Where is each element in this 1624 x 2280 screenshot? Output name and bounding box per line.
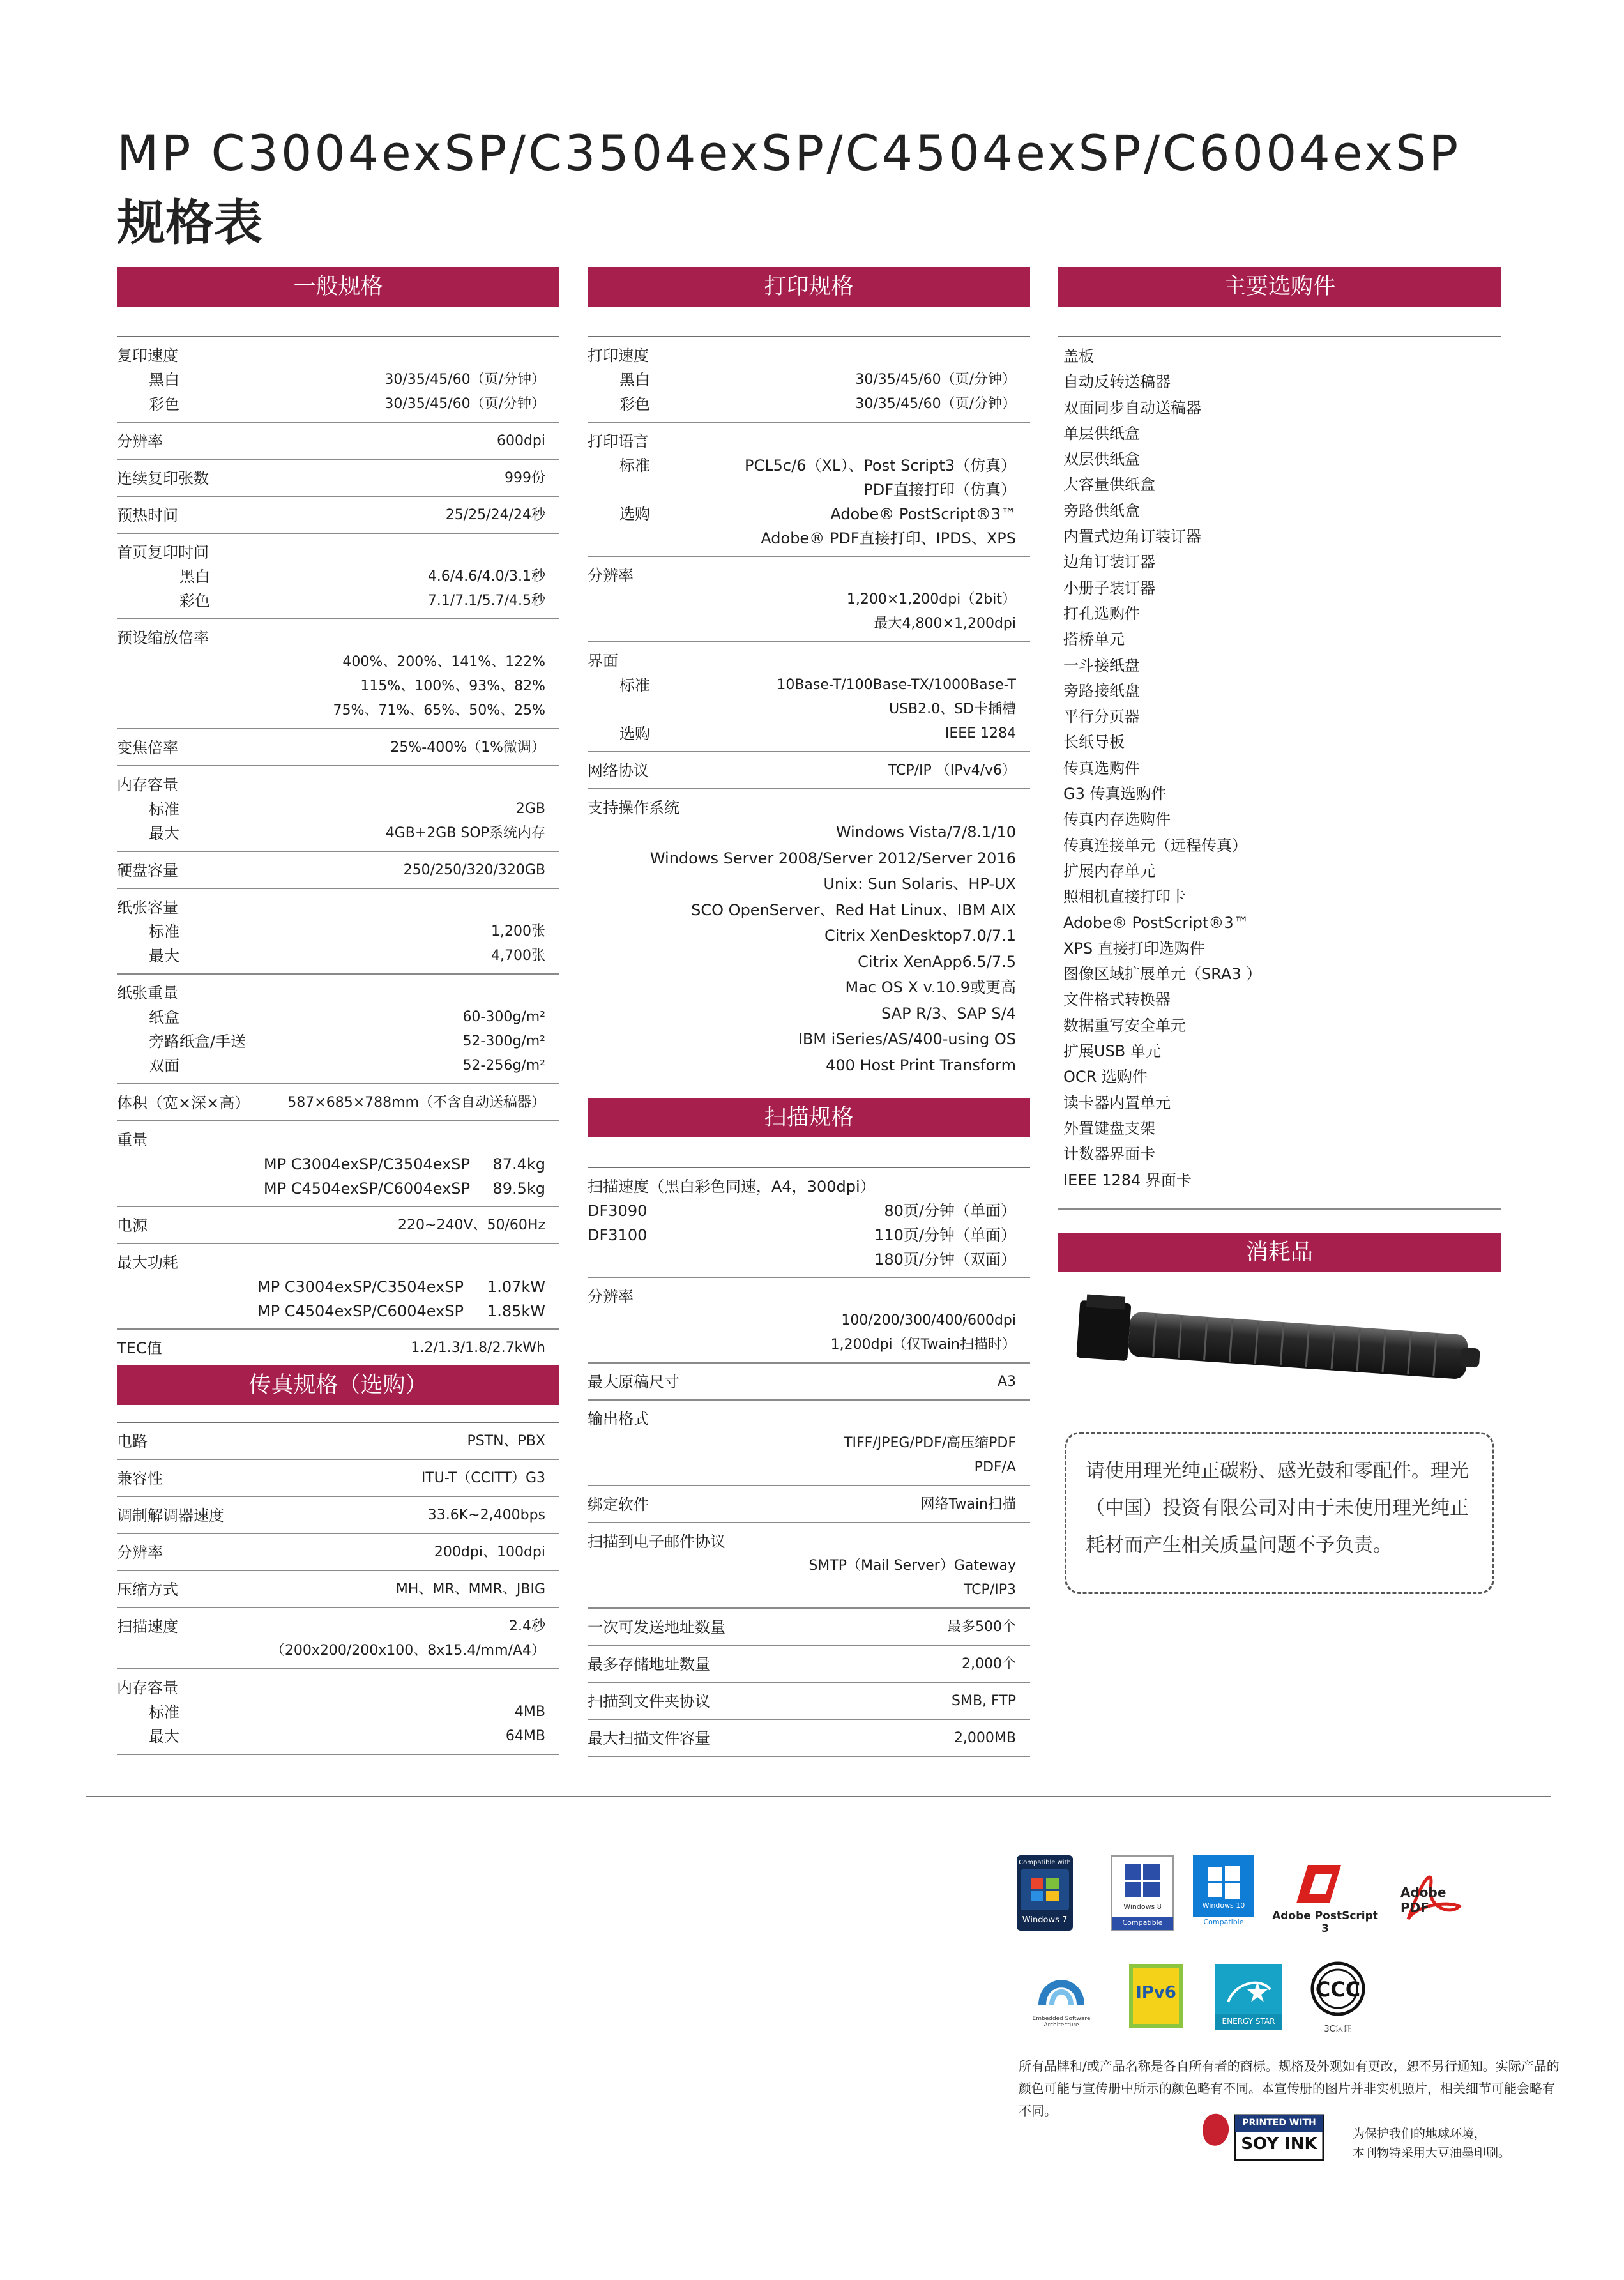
spec-label: TEC值 — [117, 1339, 162, 1357]
spec-label: 输出格式 — [588, 1410, 649, 1428]
option-item: 计数器界面卡 — [1063, 1145, 1155, 1164]
spec-value: 250/250/320/320GB — [403, 862, 545, 878]
spec-value: 最大4,800×1,200dpi — [874, 616, 1016, 632]
windows10-compatible-caption: Compatible — [1203, 1918, 1244, 1926]
adobe-pdf-logo — [1389, 1862, 1472, 1932]
os-item: IBM iSeries/AS/400-using OS — [798, 1030, 1016, 1048]
option-item: 内置式边角订装订器 — [1063, 528, 1201, 546]
option-item: 传真选购件 — [1063, 759, 1140, 777]
spec-sublabel: DF3100 — [588, 1226, 648, 1244]
scan-capacity — [588, 1720, 1030, 1757]
energy-star-caption: ENERGY STAR — [1222, 2017, 1275, 2026]
spec-label: 扫描速度（黑白彩色同速，A4，300dpi） — [588, 1178, 876, 1196]
spec-hdd — [117, 852, 559, 889]
spec-value: 30/35/45/60（页/分钟） — [855, 396, 1016, 412]
spec-value: SMB, FTP — [952, 1693, 1016, 1709]
windows10-caption: Windows 10 — [1202, 1901, 1245, 1910]
spec-value: PSTN、PBX — [467, 1433, 545, 1449]
adobe-pdf-caption: Adobe PDF — [1400, 1885, 1446, 1915]
spec-sublabel: 标准 — [149, 800, 179, 818]
spec-value: 2GB — [515, 801, 545, 817]
spec-sublabel: 最大 — [149, 947, 179, 965]
footer-divider — [86, 1796, 1551, 1797]
spec-paper-weight — [117, 975, 559, 1084]
consumables-heading: 消耗品 — [1058, 1233, 1501, 1272]
spec-value: 220~240V、50/60Hz — [398, 1217, 545, 1233]
spec-value: 52-256g/m² — [462, 1058, 545, 1074]
spec-sublabel: 彩色 — [149, 395, 179, 413]
spec-sublabel: 黑白 — [619, 371, 650, 389]
spec-value: 30/35/45/60（页/分钟） — [855, 372, 1016, 388]
spec-sublabel: 彩色 — [619, 395, 650, 413]
spec-value: 80页/分钟（单面） — [884, 1202, 1016, 1220]
spec-label: 兼容性 — [117, 1470, 163, 1487]
windows8-logo — [1111, 1855, 1174, 1931]
footer-disclaimer: 所有品牌和/或产品名称是各自所有者的商标。规格及外观如有更改，恕不另行通知。实际产品的颜色可能与宣传册中所示的颜色略有不同。本宣传册的图片并非实机照片，相关细节可能会略有不同。 — [1019, 2058, 1559, 2118]
spec-value: 52-300g/m² — [462, 1033, 545, 1049]
spec-sublabel: 标准 — [619, 676, 650, 694]
spec-value: 110页/分钟（单面） — [874, 1226, 1016, 1244]
option-item: 小册子装订器 — [1063, 579, 1155, 597]
soy-ink-note-line2: 本刊物特采用大豆油墨印刷。 — [1353, 2146, 1511, 2160]
spec-value: 1,200×1,200dpi（2bit） — [846, 591, 1016, 607]
spec-label: 最多存储地址数量 — [588, 1655, 710, 1673]
windows10-logo — [1193, 1855, 1254, 1931]
spec-label: 分辨率 — [117, 1544, 163, 1562]
os-item: Unix: Sun Solaris、HP-UX — [823, 875, 1016, 893]
print-protocol — [588, 752, 1030, 789]
option-item: 扩展内存单元 — [1063, 862, 1155, 880]
soy-ink-caption: SOY INK — [1241, 2134, 1317, 2154]
spec-label: 内存容量 — [117, 1679, 178, 1697]
spec-label: 复印速度 — [117, 347, 178, 365]
ipv6-logo — [1129, 1964, 1183, 2028]
spec-value: 1,200dpi（仅Twain扫描时） — [830, 1337, 1016, 1353]
spec-label: 调制解调器速度 — [117, 1507, 224, 1524]
adobe-postscript-caption: Adobe PostScript 3 — [1272, 1910, 1378, 1935]
spec-value: 最多500个 — [947, 1619, 1016, 1635]
spec-label: 打印速度 — [588, 347, 649, 365]
page-subtitle: 规格表 — [117, 194, 262, 251]
page-title: MP C3004exSP/C3504exSP/C4504exSP/C6004exSP — [117, 125, 1461, 181]
scan-addresses — [588, 1609, 1030, 1646]
spec-value: PDF/A — [974, 1459, 1016, 1475]
spec-value: 1.07kW — [487, 1278, 545, 1296]
fax-scan-speed — [117, 1608, 559, 1669]
os-item: Windows Server 2008/Server 2012/Server 2016 — [649, 849, 1016, 867]
spec-sublabel: 旁路纸盒/手送 — [149, 1033, 247, 1051]
spec-value: 100/200/300/400/600dpi — [841, 1312, 1016, 1328]
spec-sublabel: 彩色 — [179, 592, 210, 610]
option-item: 图像区域扩展单元（SRA3 ） — [1063, 965, 1262, 984]
os-item: Windows Vista/7/8.1/10 — [835, 823, 1016, 841]
spec-value: 587×685×788mm（不含自动送稿器） — [287, 1095, 545, 1111]
spec-value: 4.6/4.6/4.0/3.1秒 — [427, 568, 545, 584]
spec-label: 预热时间 — [117, 506, 178, 524]
spec-value: 1.85kW — [487, 1302, 545, 1320]
spec-value: 25/25/24/24秒 — [445, 507, 545, 523]
option-item: 双面同步自动送稿器 — [1063, 399, 1201, 417]
spec-value: 30/35/45/60（页/分钟） — [384, 372, 545, 388]
spec-value: 87.4kg — [492, 1155, 545, 1173]
spec-value: 180页/分钟（双面） — [874, 1250, 1016, 1268]
options-column — [1058, 267, 1501, 1594]
option-item: 自动反转送稿器 — [1063, 373, 1171, 391]
os-item: Citrix XenApp6.5/7.5 — [858, 952, 1016, 971]
spec-model: MP C3004exSP/C3504exSP — [257, 1278, 464, 1296]
spec-value: 999份 — [505, 470, 545, 486]
spec-sublabel: 最大 — [149, 825, 179, 842]
os-item: SAP R/3、SAP S/4 — [881, 1004, 1016, 1022]
ccc-logo — [1303, 1959, 1373, 2036]
spec-sublabel: 最大 — [149, 1728, 179, 1745]
spec-label: 最大功耗 — [117, 1254, 178, 1272]
spec-label: 最大原稿尺寸 — [588, 1373, 679, 1391]
fax-resolution — [117, 1534, 559, 1571]
os-item: SCO OpenServer、Red Hat Linux、IBM AIX — [691, 901, 1016, 919]
energy-star-logo — [1215, 1964, 1282, 2030]
esa-logo — [1020, 1961, 1103, 2031]
soy-ink-logo — [1198, 2109, 1326, 2166]
os-item: 400 Host Print Transform — [826, 1056, 1016, 1074]
spec-label: 重量 — [117, 1131, 148, 1149]
spec-sublabel: 标准 — [149, 923, 179, 941]
spec-dimensions — [117, 1084, 559, 1121]
spec-label: 电路 — [117, 1433, 148, 1450]
spec-label: 扫描到文件夹协议 — [588, 1692, 710, 1710]
spec-label: 最大扫描文件容量 — [588, 1729, 710, 1747]
spec-value: 1.2/1.3/1.8/2.7kWh — [411, 1340, 545, 1356]
fax-memory — [117, 1669, 559, 1755]
general-heading: 一般规格 — [117, 267, 559, 307]
adobe-postscript-logo — [1271, 1858, 1379, 1935]
fax-compression — [117, 1571, 559, 1608]
print-speed — [588, 336, 1030, 423]
spec-weight — [117, 1121, 559, 1207]
option-item: 搭桥单元 — [1063, 630, 1125, 649]
print-language — [588, 423, 1030, 557]
spec-value: 25%-400%（1%微调） — [390, 740, 545, 756]
spec-sublabel: 双面 — [149, 1057, 179, 1075]
spec-value: 89.5kg — [492, 1180, 545, 1197]
spec-label: 连续复印张数 — [117, 469, 209, 487]
options-list — [1058, 336, 1501, 1210]
soy-ink-caption-top: PRINTED WITH — [1242, 2118, 1316, 2128]
option-item: 打孔选购件 — [1063, 604, 1140, 623]
general-column — [117, 267, 559, 1755]
spec-power — [117, 1207, 559, 1244]
spec-value: A3 — [997, 1374, 1016, 1390]
soy-ink-note — [1353, 2124, 1510, 2162]
spec-max-power — [117, 1244, 559, 1330]
spec-value: 2,000MB — [953, 1730, 1016, 1746]
scan-format — [588, 1401, 1030, 1486]
spec-sublabel: 黑白 — [179, 568, 210, 586]
option-item: 平行分页器 — [1063, 708, 1140, 726]
soy-ink-note-line1: 为保护我们的地球环境， — [1353, 2127, 1487, 2141]
option-item: Adobe® PostScript®3™ — [1063, 913, 1249, 932]
spec-value: 200dpi、100dpi — [434, 1544, 545, 1560]
spec-tec — [117, 1330, 559, 1365]
scan-email — [588, 1523, 1030, 1609]
spec-value: 30/35/45/60（页/分钟） — [384, 396, 545, 412]
spec-label: 分辨率 — [588, 1288, 634, 1305]
spec-value: USB2.0、SD卡插槽 — [888, 701, 1016, 717]
option-item: 照相机直接打印卡 — [1063, 888, 1186, 906]
spec-value: IEEE 1284 — [945, 726, 1016, 741]
spec-value: SMTP（Mail Server）Gateway — [808, 1558, 1016, 1574]
option-item: 数据重写安全单元 — [1063, 1016, 1186, 1035]
svg-text:CCC: CCC — [1315, 1977, 1361, 2002]
fax-heading: 传真规格（选购） — [117, 1365, 559, 1405]
fax-line — [117, 1422, 559, 1460]
scan-software — [588, 1486, 1030, 1523]
spec-label: 电源 — [117, 1217, 148, 1235]
option-item: 大容量供纸盒 — [1063, 476, 1155, 494]
spec-value: 4GB+2GB SOP系统内存 — [385, 825, 545, 841]
option-item: 盖板 — [1063, 347, 1094, 365]
option-item: XPS 直接打印选购件 — [1063, 939, 1205, 957]
spec-label: 分辨率 — [588, 566, 634, 584]
option-item: 传真内存选购件 — [1063, 810, 1171, 829]
spec-sublabel: 选购 — [619, 505, 650, 523]
spec-label: 体积（宽×深×高） — [117, 1094, 250, 1112]
option-item: 外置键盘支架 — [1063, 1119, 1155, 1137]
ccc-caption: 3C认证 — [1324, 2025, 1352, 2034]
option-item: 长纸导板 — [1063, 733, 1125, 752]
spec-copy-speed — [117, 336, 559, 423]
spec-sublabel: 标准 — [149, 1703, 179, 1721]
spec-value: TCP/IP （IPv4/v6） — [888, 763, 1016, 779]
windows8-caption: Windows 8 — [1123, 1903, 1162, 1911]
option-item: 一斗接纸盘 — [1063, 656, 1140, 674]
option-item: 读卡器内置单元 — [1063, 1093, 1171, 1112]
spec-value: Adobe® PostScript®3™ — [830, 505, 1016, 523]
spec-value: TIFF/JPEG/PDF/高压缩PDF — [844, 1435, 1016, 1451]
spec-zoom-preset — [117, 619, 559, 729]
os-item: Citrix XenDesktop7.0/7.1 — [824, 927, 1016, 945]
spec-label: 压缩方式 — [117, 1581, 178, 1599]
spec-sublabel: 选购 — [619, 725, 650, 743]
spec-model: MP C4504exSP/C6004exSP — [257, 1302, 464, 1320]
spec-value: TCP/IP3 — [964, 1582, 1016, 1598]
spec-value: 7.1/7.1/5.7/4.5秒 — [427, 593, 545, 609]
spec-value: 网络Twain扫描 — [920, 1496, 1016, 1512]
spec-model: MP C3004exSP/C3504exSP — [263, 1155, 470, 1173]
spec-label: 分辨率 — [117, 432, 163, 450]
spec-label: 预设缩放倍率 — [117, 629, 209, 647]
spec-label: 界面 — [588, 652, 618, 670]
spec-first-copy — [117, 534, 559, 619]
option-item: IEEE 1284 界面卡 — [1063, 1171, 1192, 1189]
scan-resolution — [588, 1278, 1030, 1364]
spec-value: 75%、71%、65%、50%、25% — [333, 703, 545, 718]
spec-label: 纸张容量 — [117, 899, 178, 916]
spec-value: 4MB — [514, 1704, 545, 1720]
consumables-notice: 请使用理光纯正碳粉、感光鼓和零配件。理光（中国）投资有限公司对由于未使用理光纯正耗材而产生相关质量问题不予负责。 — [1065, 1432, 1494, 1594]
spec-value: （200x200/200x100、8x15.4/mm/A4） — [270, 1643, 545, 1659]
spec-value: ITU-T（CCITT）G3 — [421, 1470, 545, 1486]
spec-model: MP C4504exSP/C6004exSP — [263, 1180, 470, 1197]
spec-value: 115%、100%、93%、82% — [360, 678, 545, 694]
spec-label: 纸张重量 — [117, 984, 178, 1002]
options-heading: 主要选购件 — [1058, 267, 1501, 307]
print-interface — [588, 642, 1030, 752]
spec-sublabel: 黑白 — [149, 371, 179, 389]
spec-label: 变焦倍率 — [117, 739, 178, 757]
scan-speed — [588, 1167, 1030, 1278]
scan-folder — [588, 1683, 1030, 1720]
option-item: 双层供纸盒 — [1063, 450, 1140, 469]
windows7-logo — [1017, 1855, 1073, 1931]
scan-max-size — [588, 1364, 1030, 1401]
windows7-caption: Windows 7 — [1022, 1915, 1068, 1925]
spec-zoom-var — [117, 729, 559, 766]
option-item: OCR 选购件 — [1063, 1068, 1148, 1086]
scan-stored — [588, 1646, 1030, 1683]
spec-value: 2,000个 — [962, 1656, 1016, 1672]
option-item: 边角订装订器 — [1063, 553, 1155, 572]
spec-value: 4,700张 — [491, 948, 545, 964]
spec-sublabel: DF3090 — [588, 1202, 648, 1220]
spec-value: 64MB — [505, 1728, 545, 1744]
spec-label: 扫描到电子邮件协议 — [588, 1533, 725, 1551]
option-item: 单层供纸盒 — [1063, 424, 1140, 443]
esa-caption: Embedded Software Architecture — [1032, 2016, 1091, 2028]
spec-value: 33.6K~2,400bps — [427, 1507, 545, 1523]
windows7-caption-top: Compatible with — [1019, 1859, 1071, 1866]
print-os — [588, 789, 1030, 1098]
spec-paper-capacity — [117, 889, 559, 975]
toner-cartridge-image — [1058, 1289, 1501, 1410]
spec-value: 10Base-T/100Base-TX/1000Base-T — [777, 677, 1016, 693]
spec-label: 一次可发送地址数量 — [588, 1618, 725, 1636]
option-item: 文件格式转换器 — [1063, 991, 1171, 1009]
os-item: Mac OS X v.10.9或更高 — [845, 978, 1016, 996]
option-item: 扩展USB 单元 — [1063, 1042, 1161, 1061]
print-heading: 打印规格 — [588, 267, 1030, 307]
spec-sublabel: 标准 — [619, 457, 650, 475]
option-item: 传真连接单元（远程传真） — [1063, 836, 1247, 855]
spec-continuous — [117, 460, 559, 497]
spec-memory — [117, 766, 559, 852]
spec-value: 600dpi — [496, 433, 545, 449]
print-column — [588, 267, 1030, 1757]
fax-compat — [117, 1460, 559, 1497]
option-item: 旁路供纸盒 — [1063, 501, 1140, 520]
windows8-compatible-caption: Compatible — [1122, 1919, 1163, 1927]
fax-modem — [117, 1497, 559, 1534]
spec-value: 1,200张 — [491, 923, 545, 939]
option-item: 旁路接纸盘 — [1063, 681, 1140, 700]
spec-label: 网络协议 — [588, 762, 649, 780]
spec-warmup — [117, 497, 559, 534]
spec-value: MH、MR、MMR、JBIG — [395, 1581, 545, 1597]
spec-value: Adobe® PDF直接打印、IPDS、XPS — [761, 529, 1016, 547]
spec-value: PDF直接打印（仿真） — [863, 481, 1016, 499]
spec-value: 2.4秒 — [509, 1618, 545, 1634]
spec-resolution — [117, 423, 559, 460]
spec-value: 400%、200%、141%、122% — [342, 654, 545, 670]
option-item: G3 传真选购件 — [1063, 785, 1167, 803]
print-resolution — [588, 557, 1030, 642]
spec-label: 首页复印时间 — [117, 543, 209, 561]
spec-sublabel: 纸盒 — [149, 1008, 179, 1026]
spec-value: 60-300g/m² — [462, 1009, 545, 1025]
scan-heading: 扫描规格 — [588, 1098, 1030, 1137]
spec-label: 绑定软件 — [588, 1496, 649, 1514]
spec-label: 内存容量 — [117, 776, 178, 794]
spec-label: 扫描速度 — [117, 1618, 178, 1636]
spec-value: PCL5c/6（XL）、Post Script3（仿真） — [745, 457, 1016, 475]
ipv6-caption: IPv6 — [1135, 1983, 1176, 2002]
spec-label: 打印语言 — [588, 432, 649, 450]
spec-label: 硬盘容量 — [117, 862, 178, 879]
spec-label: 支持操作系统 — [588, 799, 679, 817]
